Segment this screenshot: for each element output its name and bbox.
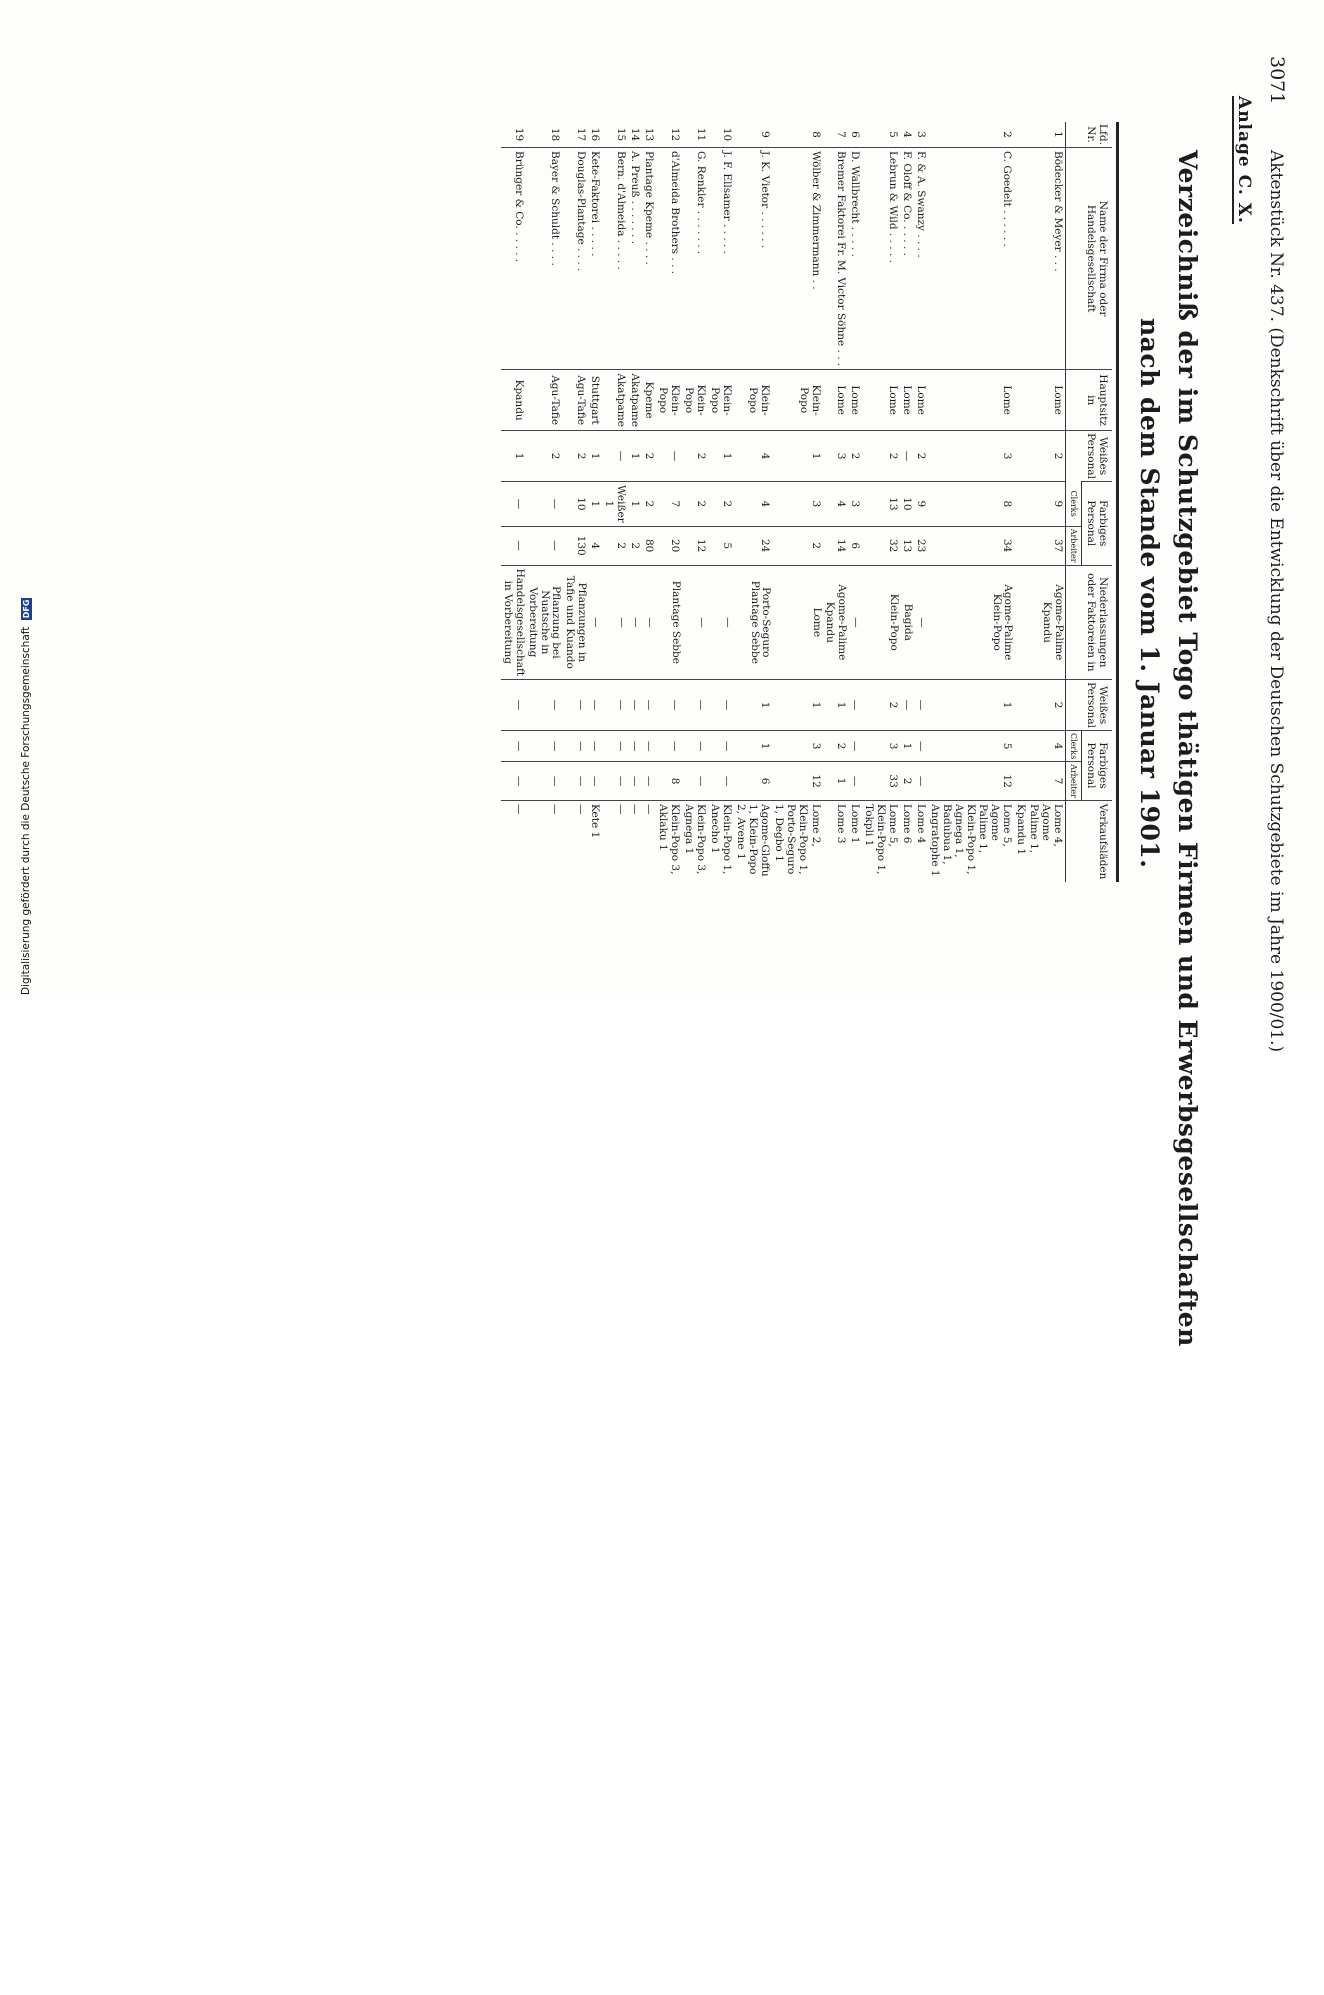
col-sitz: Hauptsitz in: [1065, 370, 1112, 431]
cell-w1: 1: [708, 431, 734, 482]
cell-a1: —: [501, 526, 526, 565]
funding-note: Digitalisierung gefördert durch die Deutsche Forschungsgemeinschaft: [20, 626, 32, 995]
cell-name: d'Almeida Brothers . . .: [656, 148, 682, 370]
cell-name: F. & A. Swanzy . . . .: [914, 148, 928, 370]
col-niederlassungen: Niederlassungen oder Faktoreien in: [1065, 565, 1112, 680]
cell-w2: 1: [823, 680, 848, 731]
table-row: [772, 122, 822, 882]
cell-nied: Lome: [772, 565, 822, 680]
col-name: Name der Firma oder Handelsgesellschaft: [1065, 148, 1112, 370]
cell-c2: —: [642, 731, 656, 762]
cell-c1: 1: [628, 482, 642, 527]
cell-c2: 4: [1014, 731, 1065, 762]
cell-a1: 2: [602, 526, 628, 565]
cell-sitz: Lome: [862, 370, 900, 431]
cell-c2: —: [682, 731, 708, 762]
cell-w1: 1: [628, 431, 642, 482]
cell-sitz: Lome: [823, 370, 848, 431]
cell-nied: Porto-Seguro Plantage Sebbe: [734, 565, 772, 680]
cell-a1: 23: [914, 526, 928, 565]
col-clerks-2: Clerks: [1065, 731, 1081, 762]
cell-lfd: 6: [848, 131, 861, 138]
table-row: [588, 122, 602, 882]
cell-w2: 1: [928, 680, 1014, 731]
cell-c1: 4: [734, 482, 772, 527]
cell-name: Kete-Faktorei . . . . .: [588, 148, 602, 370]
cell-c2: —: [656, 731, 682, 762]
cell-w2: —: [628, 680, 642, 731]
cell-a2: —: [562, 762, 587, 801]
cell-a1: 24: [734, 526, 772, 565]
cell-sitz: Agu-Tafie: [562, 370, 587, 431]
cell-verk: Lome 4, Agome Palime 1, Kpandu 1: [1014, 801, 1065, 883]
cell-w1: —: [602, 431, 628, 482]
cell-verk: Kete 1: [588, 801, 602, 883]
cell-a2: —: [682, 762, 708, 801]
cell-verk: Klein-Popo 3, Agnega 1: [682, 801, 708, 883]
cell-verk: Lome 5, Agome Palime 1, Klein-Popo 1, Agnega 1, Badubua 1, Angratophe 1: [928, 801, 1014, 883]
cell-w2: 2: [862, 680, 900, 731]
cell-a1: 34: [928, 526, 1014, 565]
cell-nied: Pflanzungen in Tafie und Kuando: [562, 565, 587, 680]
cell-w2: —: [656, 680, 682, 731]
cell-c2: 3: [772, 731, 822, 762]
cell-lfd: 19: [512, 127, 525, 142]
cell-nied: —: [848, 565, 862, 680]
cell-sitz: Klein-Popo: [772, 370, 822, 431]
cell-name: Bödecker & Meyer . . .: [1014, 148, 1065, 370]
cell-verk: —: [562, 801, 587, 883]
table-row: [900, 122, 914, 882]
cell-c2: —: [708, 731, 734, 762]
table-row: [734, 122, 772, 882]
cell-w1: 1: [588, 431, 602, 482]
col-arbeiter-1: Arbeiter: [1065, 526, 1081, 565]
cell-sitz: Agu-Tafie: [526, 370, 563, 431]
cell-a2: 6: [734, 762, 772, 801]
cell-nied: Bagida: [900, 565, 914, 680]
cell-nied: Agome-Palime Kpandu: [823, 565, 848, 680]
cell-c2: —: [602, 731, 628, 762]
cell-sitz: Akatpame: [602, 370, 628, 431]
table-row: [526, 122, 563, 882]
table-row: [642, 122, 656, 882]
cell-verk: Lome 5, Klein-Popo 1, Tokpli 1: [862, 801, 900, 883]
cell-a2: —: [588, 762, 602, 801]
cell-sitz: Klein-Popo: [682, 370, 708, 431]
cell-sitz: Klein-Popo: [708, 370, 734, 431]
cell-nied: Pflanzung bei Nuatsche in Vorbereitung: [526, 565, 563, 680]
cell-a1: 80: [642, 526, 656, 565]
cell-a1: 2: [772, 526, 822, 565]
cell-name: F. Oloff & Co. . . . . .: [900, 148, 914, 370]
cell-lfd: 17: [574, 127, 587, 142]
cell-sitz: Lome: [900, 370, 914, 431]
cell-verk: Lome 2, Klein-Popo 1, Porto-Seguro 1, Degbo 1: [772, 801, 822, 883]
cell-name: J. F. Ellsamer . . . . .: [708, 148, 734, 370]
table-row: [602, 122, 628, 882]
cell-nied: —: [708, 565, 734, 680]
cell-name: Bayer & Schuldt . . . .: [526, 148, 563, 370]
cell-w2: 1: [772, 680, 822, 731]
title-line-2: nach dem Stande vom 1. Januar 1901.: [1135, 318, 1164, 869]
cell-verk: —: [501, 801, 526, 883]
cell-w1: 2: [562, 431, 587, 482]
table-row: [628, 122, 642, 882]
cell-a1: 5: [708, 526, 734, 565]
cell-nied: —: [588, 565, 602, 680]
cell-c1: 2: [682, 482, 708, 527]
cell-name: Brünger & Co. . . . . .: [501, 148, 526, 370]
cell-nied: Klein-Popo: [862, 565, 900, 680]
cell-lfd: 12: [668, 127, 681, 142]
cell-c2: 3: [862, 731, 900, 762]
table-row: [562, 122, 587, 882]
cell-verk: —: [628, 801, 642, 883]
cell-a2: —: [602, 762, 628, 801]
col-farbiges-2: Farbiges Personal: [1081, 731, 1112, 801]
cell-lfd: 9: [759, 131, 772, 138]
col-weisses-1: Weißes Personal: [1065, 431, 1112, 482]
cell-a1: 37: [1014, 526, 1065, 565]
cell-name: Lebrun & Wild . . . . .: [862, 148, 900, 370]
cell-lfd: 2: [1001, 131, 1014, 138]
cell-nied: —: [628, 565, 642, 680]
cell-w2: —: [848, 680, 862, 731]
cell-w1: 2: [642, 431, 656, 482]
cell-a2: —: [501, 762, 526, 801]
cell-a2: 12: [772, 762, 822, 801]
cell-c1: 8: [928, 482, 1014, 527]
cell-verk: Klein-Popo 3, Aklaku 1: [656, 801, 682, 883]
cell-c2: —: [526, 731, 563, 762]
cell-c1: 7: [656, 482, 682, 527]
cell-w1: 1: [772, 431, 822, 482]
cell-a1: 2: [628, 526, 642, 565]
cell-a1: —: [526, 526, 563, 565]
col-arbeiter-2: Arbeiter: [1065, 762, 1081, 801]
cell-name: C. Goedelt . . . . . .: [928, 148, 1014, 370]
cell-lfd: 1: [1051, 131, 1064, 138]
cell-nied: Plantage Sebbe: [656, 565, 682, 680]
cell-sitz: Lome: [914, 370, 928, 431]
cell-c1: Weißer 1: [602, 482, 628, 527]
cell-a1: 13: [900, 526, 914, 565]
cell-c1: 13: [862, 482, 900, 527]
cell-c1: 10: [900, 482, 914, 527]
cell-c2: —: [588, 731, 602, 762]
cell-c1: 9: [1014, 482, 1065, 527]
cell-verk: Agome-Gloffu 1, Klein-Popo 2, Avene 1: [734, 801, 772, 883]
cell-a2: —: [914, 762, 928, 801]
cell-c2: —: [848, 731, 862, 762]
cell-verk: Lome 1: [848, 801, 862, 883]
table-row: [823, 122, 848, 882]
col-verkaufslaeden: Verkaufsläden: [1065, 801, 1112, 883]
cell-verk: —: [642, 801, 656, 883]
dfg-logo-icon: DFG: [22, 599, 31, 619]
cell-w1: 2: [862, 431, 900, 482]
table-row: [656, 122, 682, 882]
appendix-label: Anlage C. X.: [1234, 96, 1254, 224]
cell-verk: Lome 6: [900, 801, 914, 883]
cell-a2: —: [526, 762, 563, 801]
cell-w1: 2: [526, 431, 563, 482]
cell-nied: Agome-Palime Klein-Popo: [928, 565, 1014, 680]
cell-w2: —: [642, 680, 656, 731]
cell-w1: 1: [501, 431, 526, 482]
cell-nied: Handelsgesellschaft in Vorbereitung: [501, 565, 526, 680]
cell-w1: 2: [848, 431, 862, 482]
cell-a2: 12: [928, 762, 1014, 801]
cell-w2: —: [588, 680, 602, 731]
cell-c1: 9: [914, 482, 928, 527]
cell-a1: 4: [588, 526, 602, 565]
cell-c2: 5: [928, 731, 1014, 762]
cell-sitz: Klein-Popo: [656, 370, 682, 431]
cell-lfd: 7: [834, 131, 847, 138]
cell-a2: 7: [1014, 762, 1065, 801]
cell-a1: 20: [656, 526, 682, 565]
cell-name: Douglas-Plantage . . . .: [562, 148, 587, 370]
cell-w1: 2: [914, 431, 928, 482]
cell-lfd: 13: [642, 127, 655, 142]
cell-c2: 1: [900, 731, 914, 762]
cell-name: G. Renkler . . . . . . .: [682, 148, 708, 370]
cell-c1: 2: [642, 482, 656, 527]
cell-nied: —: [682, 565, 708, 680]
table-row: [708, 122, 734, 882]
cell-w2: —: [562, 680, 587, 731]
cell-nied: —: [914, 565, 928, 680]
title-rule: [1116, 122, 1119, 882]
cell-w2: —: [900, 680, 914, 731]
cell-w1: 3: [823, 431, 848, 482]
cell-name: J. K. Vietor . . . . . .: [734, 148, 772, 370]
cell-w2: 2: [1014, 680, 1065, 731]
cell-name: Wölber & Zimmermann . .: [772, 148, 822, 370]
cell-name: A. Preuß . . . . . . .: [628, 148, 642, 370]
cell-sitz: Lome: [928, 370, 1014, 431]
cell-w1: 2: [682, 431, 708, 482]
cell-c1: 3: [848, 482, 862, 527]
cell-c2: —: [562, 731, 587, 762]
cell-w2: 1: [734, 680, 772, 731]
cell-lfd: 4: [900, 131, 913, 138]
cell-c1: 2: [708, 482, 734, 527]
cell-w1: —: [656, 431, 682, 482]
cell-sitz: Lome: [848, 370, 862, 431]
table-row: [682, 122, 708, 882]
cell-a2: —: [848, 762, 862, 801]
cell-c1: 4: [823, 482, 848, 527]
cell-lfd: 18: [549, 127, 562, 142]
running-header: Aktenstück Nr. 437. (Denkschrift über die Entwicklung der Deutschen Schutzgebiete im Jahre 1900/01.): [1266, 150, 1286, 1053]
title-line-1: Verzeichniß der im Schutzgebiet Togo thätigen Firmen und Erwerbsgesellschaften: [1173, 150, 1202, 1347]
cell-a2: 2: [900, 762, 914, 801]
table-row: [1014, 122, 1065, 882]
cell-lfd: 11: [694, 127, 707, 142]
cell-lfd: 3: [915, 131, 927, 138]
cell-c2: —: [914, 731, 928, 762]
cell-sitz: Kpandu: [501, 370, 526, 431]
table-row: [928, 122, 1014, 882]
cell-a2: 1: [823, 762, 848, 801]
cell-w1: 3: [928, 431, 1014, 482]
cell-w1: —: [900, 431, 914, 482]
cell-c1: 10: [562, 482, 587, 527]
cell-sitz: Akatpame: [628, 370, 642, 431]
cell-lfd: 16: [588, 127, 601, 142]
cell-name: D. Wallbrecht . . . . .: [848, 148, 862, 370]
cell-verk: Lome 3: [823, 801, 848, 883]
cell-sitz: Stuttgart: [588, 370, 602, 431]
cell-a2: 33: [862, 762, 900, 801]
col-lfd: Lfd. Nr.: [1065, 122, 1112, 148]
cell-w1: 4: [734, 431, 772, 482]
cell-w2: —: [682, 680, 708, 731]
col-farbiges-1: Farbiges Personal: [1081, 482, 1112, 566]
table-row: [501, 122, 526, 882]
cell-verk: Lome 4: [914, 801, 928, 883]
cell-verk: Klein-Popo 1, Anecho 1: [708, 801, 734, 883]
cell-nied: —: [642, 565, 656, 680]
cell-lfd: 5: [886, 131, 899, 138]
cell-name: Bern. d'Almeida . . . . .: [602, 148, 628, 370]
cell-lfd: 14: [628, 127, 641, 142]
cell-a1: 14: [823, 526, 848, 565]
cell-sitz: Kpeme: [642, 370, 656, 431]
cell-lfd: 15: [614, 127, 627, 142]
footer-strip: [20, 599, 40, 1995]
cell-w2: —: [526, 680, 563, 731]
cell-c2: 1: [734, 731, 772, 762]
table-row: [848, 122, 862, 882]
cell-sitz: Lome: [1014, 370, 1065, 431]
col-clerks-1: Clerks: [1065, 482, 1081, 527]
page-number: 3071: [1266, 56, 1288, 105]
cell-nied: Agome-Palime Kpandu: [1014, 565, 1065, 680]
firms-register-table: [501, 122, 1112, 882]
cell-verk: —: [526, 801, 563, 883]
cell-a1: 130: [562, 526, 587, 565]
cell-name: Bremer Faktorei Fr. M. Victor Söhne . . .: [823, 148, 848, 370]
cell-c2: —: [501, 731, 526, 762]
cell-sitz: Klein-Popo: [734, 370, 772, 431]
cell-a2: 8: [656, 762, 682, 801]
table-row: [914, 122, 928, 882]
cell-c1: —: [526, 482, 563, 527]
cell-w1: 2: [1014, 431, 1065, 482]
table-body: [501, 122, 1065, 882]
cell-w2: —: [914, 680, 928, 731]
cell-c2: —: [628, 731, 642, 762]
cell-c1: —: [501, 482, 526, 527]
cell-c1: 3: [772, 482, 822, 527]
cell-w2: —: [602, 680, 628, 731]
cell-w2: —: [708, 680, 734, 731]
cell-w2: —: [501, 680, 526, 731]
cell-verk: —: [602, 801, 628, 883]
cell-lfd: 8: [809, 131, 822, 138]
col-weisses-2: Weißes Personal: [1065, 680, 1112, 731]
cell-a1: 6: [848, 526, 862, 565]
cell-a2: —: [628, 762, 642, 801]
cell-nied: —: [602, 565, 628, 680]
cell-a2: —: [642, 762, 656, 801]
cell-c2: 2: [823, 731, 848, 762]
cell-a1: 12: [682, 526, 708, 565]
cell-name: Plantage Kpeme . . . .: [642, 148, 656, 370]
cell-a1: 32: [862, 526, 900, 565]
cell-c1: 1: [588, 482, 602, 527]
cell-lfd: 10: [721, 127, 734, 142]
table-row: [862, 122, 900, 882]
cell-a2: —: [708, 762, 734, 801]
